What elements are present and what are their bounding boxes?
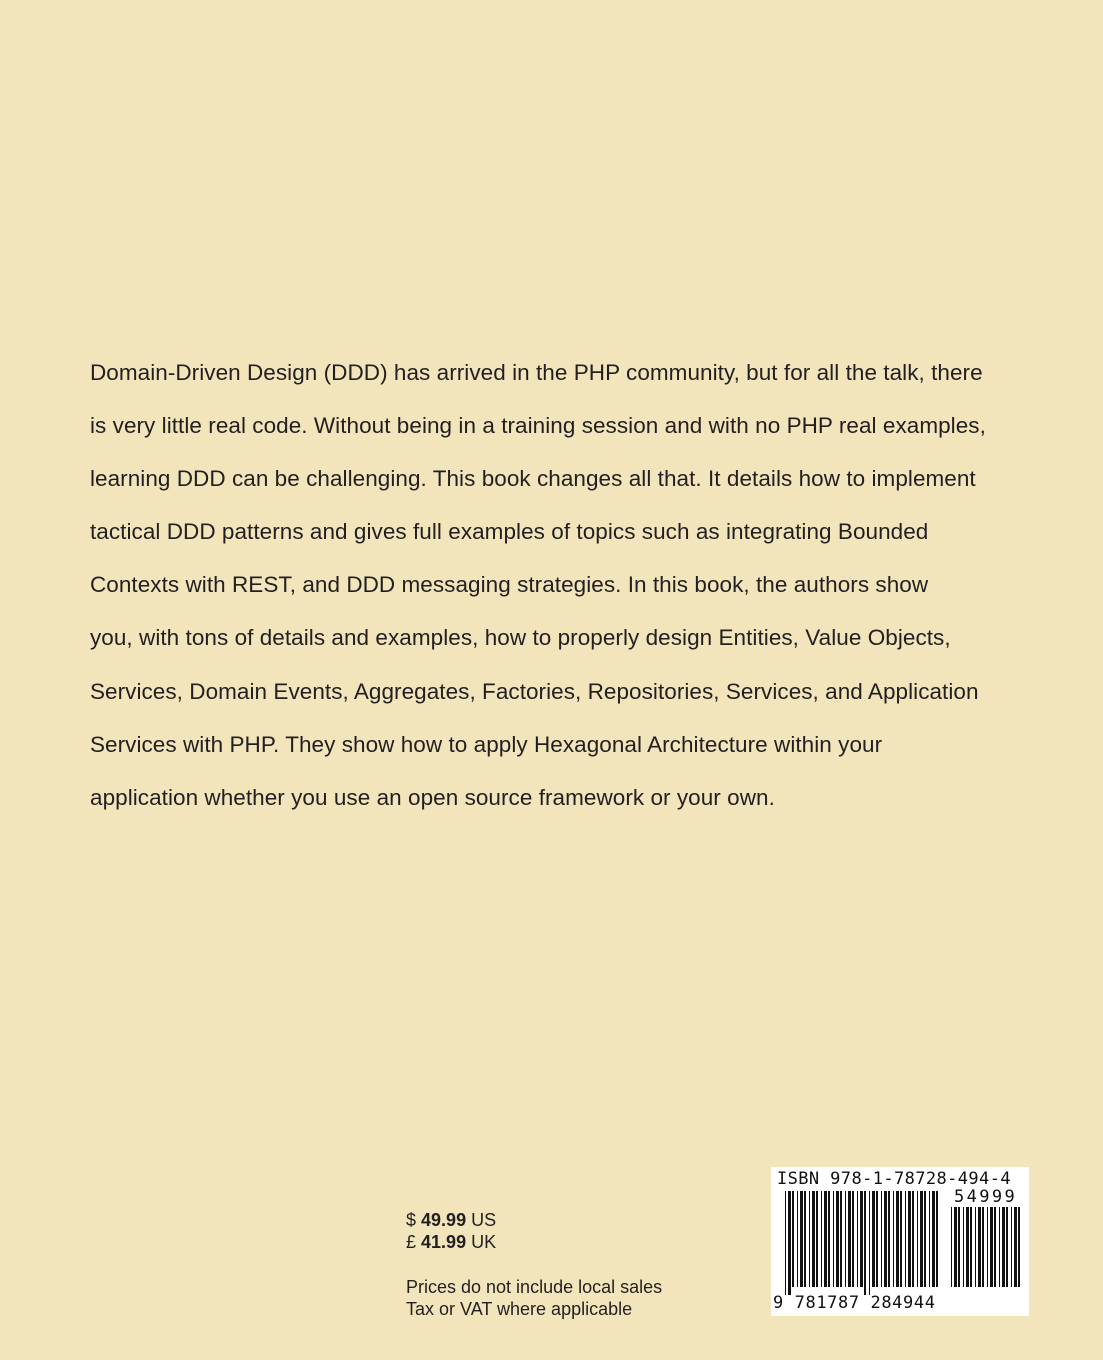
barcode-bar [857,1191,858,1287]
barcode-bar [804,1191,806,1287]
barcode-bar [800,1191,803,1287]
description-line: learning DDD can be challenging. This book changes all that. It details how to implement [90,466,976,492]
barcode-bar [828,1191,830,1287]
barcode-bar [963,1207,964,1287]
barcode-bar [900,1191,902,1287]
barcode-bar [884,1191,887,1287]
barcode-bar [845,1191,846,1287]
description-line: Services, Domain Events, Aggregates, Factories, Repositories, Services, and Application [90,678,979,704]
barcode-bar [792,1191,794,1287]
disclaimer-line-1: Prices do not include local sales [406,1277,663,1297]
barcode-bar [990,1207,993,1287]
barcode-bar [797,1191,798,1287]
price-uk [406,1231,736,1253]
barcode-bar [1006,1207,1008,1287]
barcode-bar [860,1191,863,1287]
barcode-bar [833,1191,834,1287]
barcode-bar [848,1191,851,1287]
barcode-bar [970,1207,972,1287]
barcode-bar [958,1207,960,1287]
barcode-bar [999,1207,1000,1287]
barcode-bar [966,1207,969,1287]
disclaimer-line-2: Tax or VAT where applicable [406,1299,633,1319]
barcode-bar [881,1191,882,1287]
barcode-bar [876,1191,878,1287]
isbn-barcode [771,1167,1029,1316]
barcode-bar [896,1191,899,1287]
barcode-bar [869,1191,870,1295]
price-uk-amount: 41.99 [421,1232,467,1252]
barcode-bar [1002,1207,1005,1287]
barcode-bar [905,1191,906,1287]
description-line: Domain-Driven Design (DDD) has arrived in the PHP community, but for all the talk, there [90,360,983,385]
ean-digits: 9 781787 284944 [773,1293,936,1313]
barcode-bar [1014,1207,1017,1287]
barcode-bar [929,1191,930,1287]
barcode-bar [975,1207,976,1287]
barcode-bar [816,1191,818,1287]
barcode-bar [936,1191,938,1287]
barcode-bar [836,1191,839,1287]
barcode-bar [994,1207,996,1287]
barcode-bar [809,1191,810,1287]
currency-symbol-usd: $ [406,1210,417,1230]
barcode-bar [978,1207,981,1287]
barcode-bar [852,1191,854,1287]
barcode-bar [924,1191,926,1287]
isbn-label: ISBN 978-1-78728-494-4 [777,1169,1011,1189]
barcode-bar [908,1191,911,1287]
barcode-bar [932,1191,935,1287]
description-line: application whether you use an open source framework or your own. [90,784,775,810]
barcode-bar [982,1207,984,1287]
barcode-bar [917,1191,918,1287]
barcode-bar [785,1191,786,1295]
price-uk-region: UK [471,1232,497,1252]
barcode-bar [824,1191,827,1287]
barcode-bar [812,1191,815,1287]
tax-disclaimer [406,1276,736,1320]
barcode-bar [864,1191,866,1295]
barcode-bar [840,1191,842,1287]
barcode-bar [912,1191,914,1287]
barcode-bar [954,1207,957,1287]
price-us-region: US [471,1210,497,1230]
description-line: Contexts with REST, and DDD messaging strategies. In this book, the authors show [90,572,929,598]
barcode-bar [1018,1207,1020,1287]
barcode-bar [1011,1207,1012,1287]
description-line: Services with PHP. They show how to apply Hexagonal Architecture within your [90,731,883,757]
description-line: tactical DDD patterns and gives full examples of topics such as integrating Bounded [90,519,929,545]
barcode-bar [951,1207,952,1287]
description-line: is very little real code. Without being in a training session and with no PHP real examples, [90,413,986,439]
currency-symbol-gbp: £ [406,1232,417,1252]
barcode-bar [920,1191,923,1287]
price-us [406,1209,736,1231]
price-us-amount: 49.99 [421,1210,467,1230]
addon-code: 54999 [954,1187,1018,1207]
price-list [406,1209,736,1253]
barcode-bar [987,1207,988,1287]
barcode-bar [888,1191,890,1287]
barcode-bar [821,1191,822,1287]
barcode-bar [893,1191,894,1287]
barcode-bar [872,1191,875,1287]
barcode-bar [788,1191,791,1295]
book-description [90,346,1030,824]
description-line: you, with tons of details and examples, how to properly design Entities, Value Objects, [90,625,951,651]
